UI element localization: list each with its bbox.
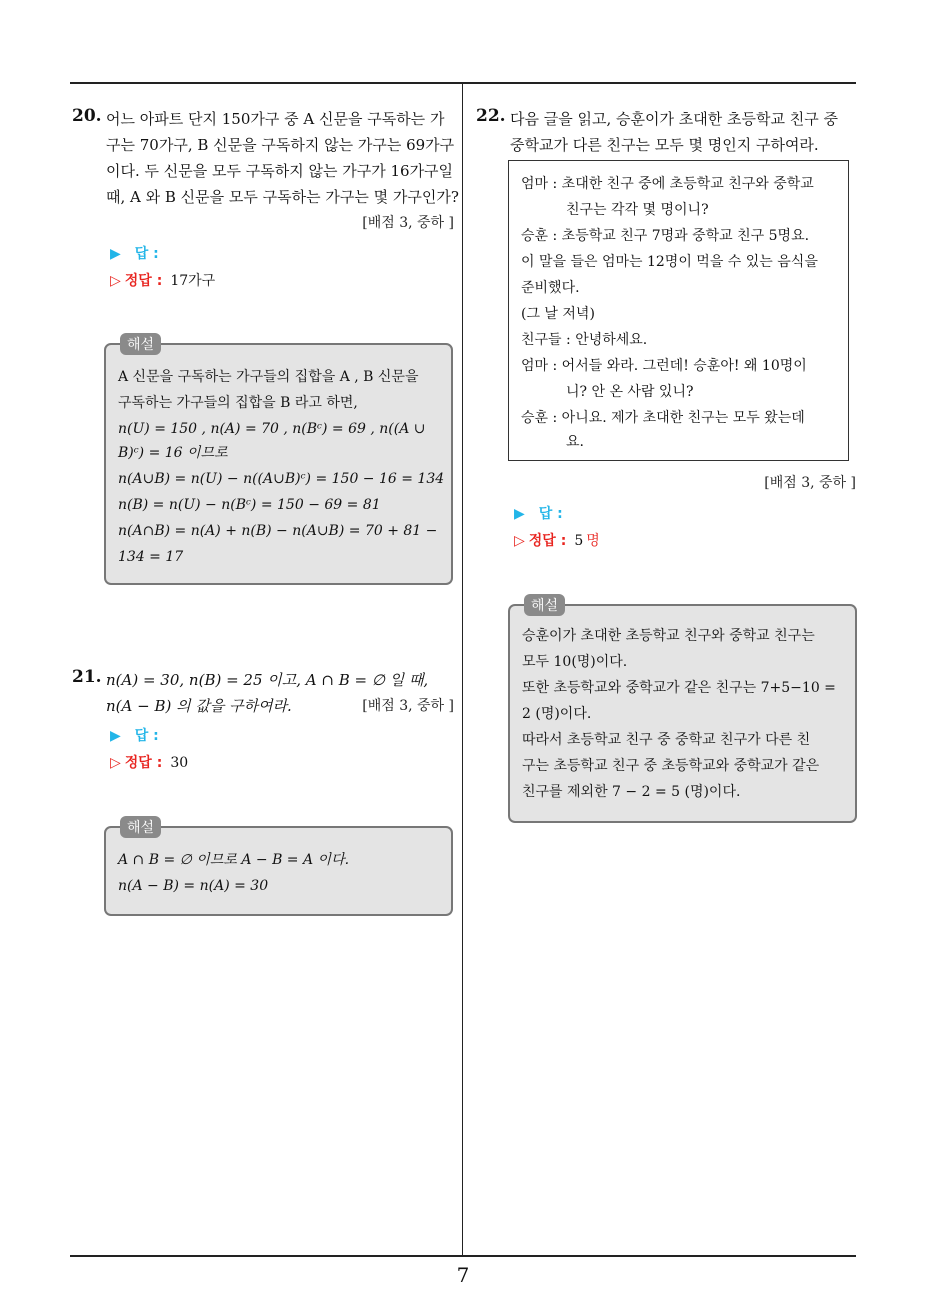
- explanation-line: n(A∩B) = n(A) + n(B) − n(A∪B) = 70 + 81 −: [118, 523, 438, 539]
- explanation-line: 따라서 초등학교 친구 중 중학교 친구가 다른 친: [522, 732, 811, 748]
- dialog-line: 친구는 각각 몇 명이니?: [566, 202, 709, 218]
- correct-label: 정답 :: [124, 755, 163, 771]
- score-label: [배점 3, 중하 ]: [362, 698, 454, 714]
- explanation-line: 승훈이가 초대한 초등학교 친구와 중학교 친구는: [522, 628, 815, 644]
- outline-triangle-icon: ▷: [110, 755, 121, 771]
- explanation-line: 또한 초등학교와 중학교가 같은 친구는 7+5−10 =: [522, 680, 836, 696]
- footer-rule: [70, 1255, 856, 1257]
- correct-label: 정답 :: [528, 533, 567, 549]
- header-rule: [70, 82, 856, 84]
- correct-answer-row: [514, 530, 600, 550]
- question-22: [476, 106, 860, 156]
- explanation-box: [104, 337, 453, 585]
- answer-label: 답 :: [538, 506, 563, 522]
- explanation-line: 친구를 제외한 7 − 2 = 5 (명)이다.: [522, 784, 741, 800]
- dialog-line: (그 날 저녁): [521, 306, 595, 322]
- answer-row[interactable]: [110, 725, 159, 745]
- dialog-line: 승훈 : 초등학교 친구 7명과 중학교 친구 5명요.: [521, 228, 810, 244]
- explanation-line: 구독하는 가구들의 집합을 B 라고 하면,: [118, 395, 358, 411]
- explanation-line: B)ᶜ) = 16 이므로: [118, 445, 228, 461]
- explanation-tag: 해설: [120, 333, 161, 355]
- explanation-tag: 해설: [120, 816, 161, 838]
- correct-label: 정답 :: [124, 273, 163, 289]
- dialog-box: [508, 160, 849, 461]
- question-text-line: 중학교가 다른 친구는 모두 몇 명인지 구하여라.: [510, 136, 819, 154]
- answer-row[interactable]: [514, 503, 563, 523]
- question-number: 20.: [72, 106, 102, 126]
- answer-row[interactable]: [110, 243, 159, 263]
- dialog-line: 요.: [566, 434, 584, 450]
- play-triangle-icon: ▶: [514, 506, 525, 522]
- explanation-box: [104, 820, 453, 916]
- dialog-line: 승훈 : 아니요. 제가 초대한 친구는 모두 왔는데: [521, 410, 805, 426]
- explanation-line: A 신문을 구독하는 가구들의 집합을 A , B 신문을: [118, 369, 419, 385]
- correct-answer-row: [110, 270, 215, 290]
- dialog-line: 친구들 : 안녕하세요.: [521, 332, 648, 348]
- play-triangle-icon: ▶: [110, 246, 121, 262]
- answer-label: 답 :: [134, 728, 159, 744]
- question-text-line: 다음 글을 읽고, 승훈이가 초대한 초등학교 친구 중: [510, 110, 838, 128]
- column-divider: [462, 83, 463, 1256]
- explanation-line: n(A − B) = n(A) = 30: [118, 878, 269, 894]
- question-text-line: 어느 아파트 단지 150가구 중 A 신문을 구독하는 가: [106, 110, 445, 128]
- dialog-line: 준비했다.: [521, 280, 580, 296]
- question-21: [72, 667, 456, 727]
- explanation-line: n(U) = 150 , n(A) = 70 , n(Bᶜ) = 69 , n((A ∪: [118, 421, 426, 437]
- page-number: 7: [456, 1263, 470, 1287]
- explanation-line: n(B) = n(U) − n(Bᶜ) = 150 − 69 = 81: [118, 497, 381, 513]
- correct-unit: 명: [586, 533, 600, 549]
- question-text-line: n(A) = 30, n(B) = 25 이고, A ∩ B = ∅ 일 때,: [106, 671, 429, 689]
- correct-value: 30: [170, 755, 189, 771]
- explanation-line: 구는 초등학교 친구 중 초등학교와 중학교가 같은: [522, 758, 820, 774]
- correct-value: 17가구: [170, 273, 216, 289]
- correct-answer-row: [110, 752, 188, 772]
- explanation-box: [508, 598, 857, 823]
- explanation-line: 2 (명)이다.: [522, 706, 592, 722]
- score-label: [배점 3, 중하 ]: [764, 475, 856, 491]
- explanation-line: n(A∪B) = n(U) − n((A∪B)ᶜ) = 150 − 16 = 134: [118, 471, 445, 487]
- play-triangle-icon: ▶: [110, 728, 121, 744]
- question-number: 22.: [476, 106, 506, 126]
- dialog-line: 이 말을 들은 엄마는 12명이 먹을 수 있는 음식을: [521, 254, 818, 270]
- question-text-line: 때, A 와 B 신문을 모두 구독하는 가구는 몇 가구인가?: [106, 188, 459, 206]
- dialog-line: 엄마 : 어서들 와라. 그런데! 승훈아! 왜 10명이: [521, 358, 807, 374]
- question-text-line: 이다. 두 신문을 모두 구독하지 않는 가구가 16가구일: [106, 162, 454, 180]
- explanation-line: A ∩ B = ∅ 이므로 A − B = A 이다.: [118, 852, 350, 868]
- dialog-line: 니? 안 온 사람 있니?: [566, 384, 694, 400]
- dialog-line: 엄마 : 초대한 친구 중에 초등학교 친구와 중학교: [521, 176, 814, 192]
- correct-value: 5: [574, 533, 584, 549]
- question-number: 21.: [72, 667, 102, 687]
- explanation-tag: 해설: [524, 594, 565, 616]
- outline-triangle-icon: ▷: [514, 533, 525, 549]
- question-text-line: n(A − B) 의 값을 구하여라.: [106, 697, 292, 715]
- question-text-line: 구는 70가구, B 신문을 구독하지 않는 가구는 69가구: [106, 136, 455, 154]
- score-label: [배점 3, 중하 ]: [362, 215, 454, 231]
- explanation-line: 모두 10(명)이다.: [522, 654, 628, 670]
- answer-label: 답 :: [134, 246, 159, 262]
- explanation-line: 134 = 17: [118, 549, 184, 565]
- outline-triangle-icon: ▷: [110, 273, 121, 289]
